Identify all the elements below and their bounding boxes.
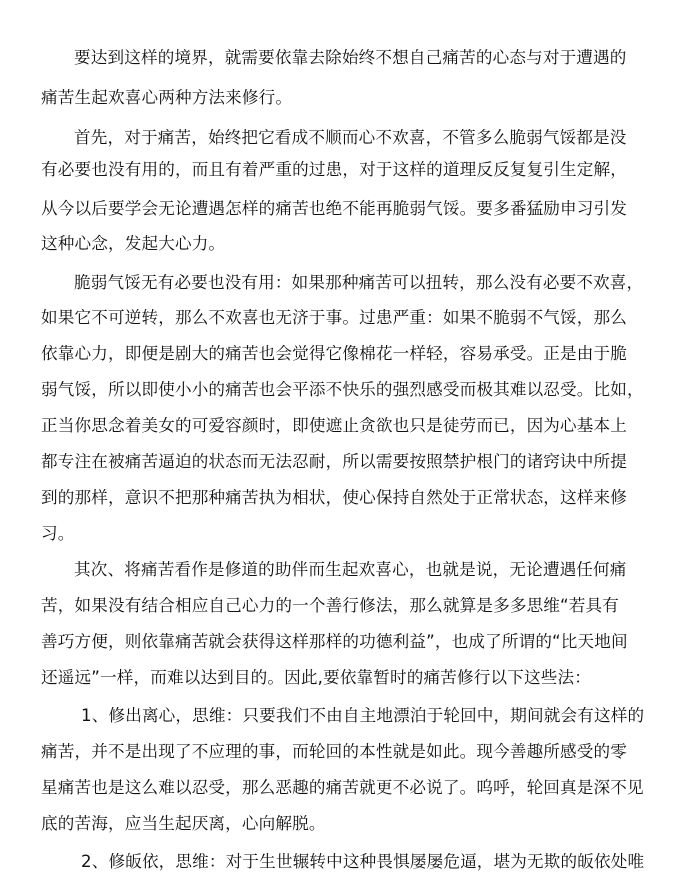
text-line: 从今以后要学会无论遭遇怎样的痛苦也绝不能再脆弱气馁。要多番猛励申习引发 (41, 199, 628, 218)
text-line: 底的苦海，应当生起厌离，心向解脱。 (41, 814, 326, 833)
text-line: 这种心念，发起大心力。 (41, 234, 226, 253)
text-line: 痛苦生起欢喜心两种方法来修行。 (41, 88, 293, 107)
text-line: 如果它不可逆转，那么不欢喜也无济于事。过患严重：如果不脆弱不气馁，那么 (41, 308, 628, 327)
text-line: 正当你思念着美女的可爱容颜时，即使遮止贪欲也只是徒劳而已，因为心基本上 (41, 416, 628, 435)
text-line: 都专注在被痛苦逼迫的状态而无法忍耐，所以需要按照禁护根门的诸窍诀中所提 (41, 452, 628, 471)
text-line: 要达到这样的境界，就需要依靠去除始终不想自己痛苦的心态与对于遭遇的 (74, 48, 627, 67)
text-line: 其次、将痛苦看作是修道的助伴而生起欢喜心，也就是说，无论遭遇任何痛 (74, 560, 627, 579)
text-line: 脆弱气馁无有必要也没有用：如果那种痛苦可以扭转，那么没有必要不欢喜， (74, 273, 644, 292)
text-line: 习。 (41, 524, 75, 543)
text-line: 1、修出离心，思维：只要我们不由自主地漂泊于轮回中，期间就会有这样的 (81, 706, 645, 725)
text-line: 善巧方便，则依靠痛苦就会获得这样那样的功德利益”，也成了所谓的“比天地间 (41, 632, 628, 651)
text-line: 有必要也没有用的，而且有着严重的过患，对于这样的道理反反复复引生定解， (41, 160, 628, 179)
text-line: 还遥远”一样，而难以达到目的。因此,要依靠暂时的痛苦修行以下这些法： (41, 668, 591, 687)
text-line: 依靠心力，即便是剧大的痛苦也会觉得它像棉花一样轻，容易承受。正是由于脆 (41, 344, 628, 363)
text-line: 星痛苦也是这么难以忍受，那么恶趣的痛苦就更不必说了。呜呼，轮回真是深不见 (41, 778, 644, 797)
text-line: 到的那样，意识不把那种痛苦执为相状，使心保持自然处于正常状态，这样来修 (41, 488, 628, 507)
text-line: 苦，如果没有结合相应自己心力的一个善行修法，那么就算是多多思维“若具有 (41, 596, 620, 615)
text-line: 首先，对于痛苦，始终把它看成不顺而心不欢喜，不管多么脆弱气馁都是没 (74, 128, 627, 147)
text-line: 2、修皈依，思维：对于生世辗转中这种畏惧屡屡危逼，堪为无欺的皈依处唯 (81, 852, 645, 871)
text-line: 痛苦，并不是出现了不应理的事，而轮回的本性就是如此。现今善趣所感受的零 (41, 742, 628, 761)
text-line: 弱气馁，所以即使小小的痛苦也会平添不快乐的强烈感受而极其难以忍受。比如， (41, 380, 644, 399)
